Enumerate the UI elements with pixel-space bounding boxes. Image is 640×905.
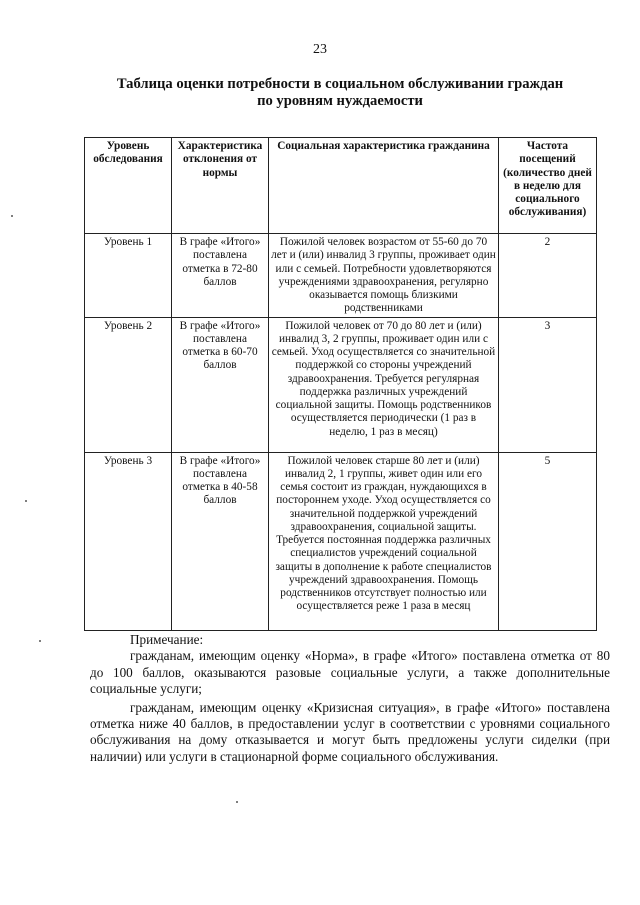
cell-characteristic: Пожилой человек старше 80 лет и (или) инвалид 2, 1 группы, живет один или его семья состоит из граждан, нуждающихся в постороннем уходе. Уход осуществляется со значительной поддержкой учреждений здравоохранения, социальной защиты. Требуется постоянная поддержка различных специалистов учреждений социальной защиты в дополнение к работе специалистов учреждений здравоохранения. Помощь родственников отсутствует полностью или осуществляется реже 1 раза в месяц — [269, 452, 499, 630]
cell-level: Уровень 2 — [85, 317, 172, 452]
header-level: Уровень обследования — [85, 138, 172, 234]
header-characteristic: Социальная характеристика гражданина — [269, 138, 499, 234]
cell-frequency: 2 — [499, 234, 597, 318]
scan-speck — [236, 801, 238, 803]
note-paragraph: гражданам, имеющим оценку «Норма», в графе «Итого» поставлена отметка от 80 до 100 баллов, оказываются разовые социальные услуги, а также дополнительные социальные услуги; — [90, 648, 610, 697]
cell-deviation: В графе «Итого» поставлена отметка в 72-80 баллов — [172, 234, 269, 318]
cell-characteristic: Пожилой человек возрастом от 55-60 до 70 лет и (или) инвалид 3 группы, проживает один или с семьей. Потребности удовлетворяются учреждениями здравоохранения, регулярно оказывается помощь близкими родственниками — [269, 234, 499, 318]
cell-level: Уровень 1 — [85, 234, 172, 318]
table-header-row — [85, 138, 597, 234]
cell-level: Уровень 3 — [85, 452, 172, 630]
title-line-1: Таблица оценки потребности в социальном обслуживании граждан — [116, 76, 564, 92]
notes-title: Примечание: — [130, 632, 204, 647]
table-row — [85, 317, 597, 452]
cell-deviation: В графе «Итого» поставлена отметка в 60-70 баллов — [172, 317, 269, 452]
cell-deviation: В графе «Итого» поставлена отметка в 40-58 баллов — [172, 452, 269, 630]
scan-speck — [11, 215, 13, 217]
header-deviation: Характеристика отклонения от нормы — [172, 138, 269, 234]
notes-section — [90, 632, 610, 765]
note-paragraph: гражданам, имеющим оценку «Кризисная ситуация», в графе «Итого» поставлена отметка ниже 40 баллов, в предоставлении услуг в соответствии с уровнями социального обслуживания на дому отказывается и могут быть предложены услуги сиделки (при наличии) или услуги в стационарной форме социального обслуживания. — [90, 699, 610, 764]
scan-speck — [25, 500, 27, 502]
cell-characteristic: Пожилой человек от 70 до 80 лет и (или) инвалид 3, 2 группы, проживает один или с семьей. Уход осуществляется со значительной поддержкой со стороны учреждений здравоохранения. Требуется регулярная поддержка различных учреждений социальной защиты. Помощь родственников осуществляется периодически (1 раз в неделю, 1 раз в месяц) — [269, 317, 499, 452]
cell-frequency: 5 — [499, 452, 597, 630]
needs-assessment-table — [84, 137, 597, 631]
title-line-2: по уровням нуждаемости — [257, 93, 423, 109]
document-title — [80, 76, 600, 110]
cell-frequency: 3 — [499, 317, 597, 452]
table-row — [85, 234, 597, 318]
scan-speck — [39, 640, 41, 642]
page-number: 23 — [313, 42, 327, 57]
table-row — [85, 452, 597, 630]
header-frequency: Частота посещений (количество дней в неделю для социального обслуживания) — [499, 138, 597, 234]
